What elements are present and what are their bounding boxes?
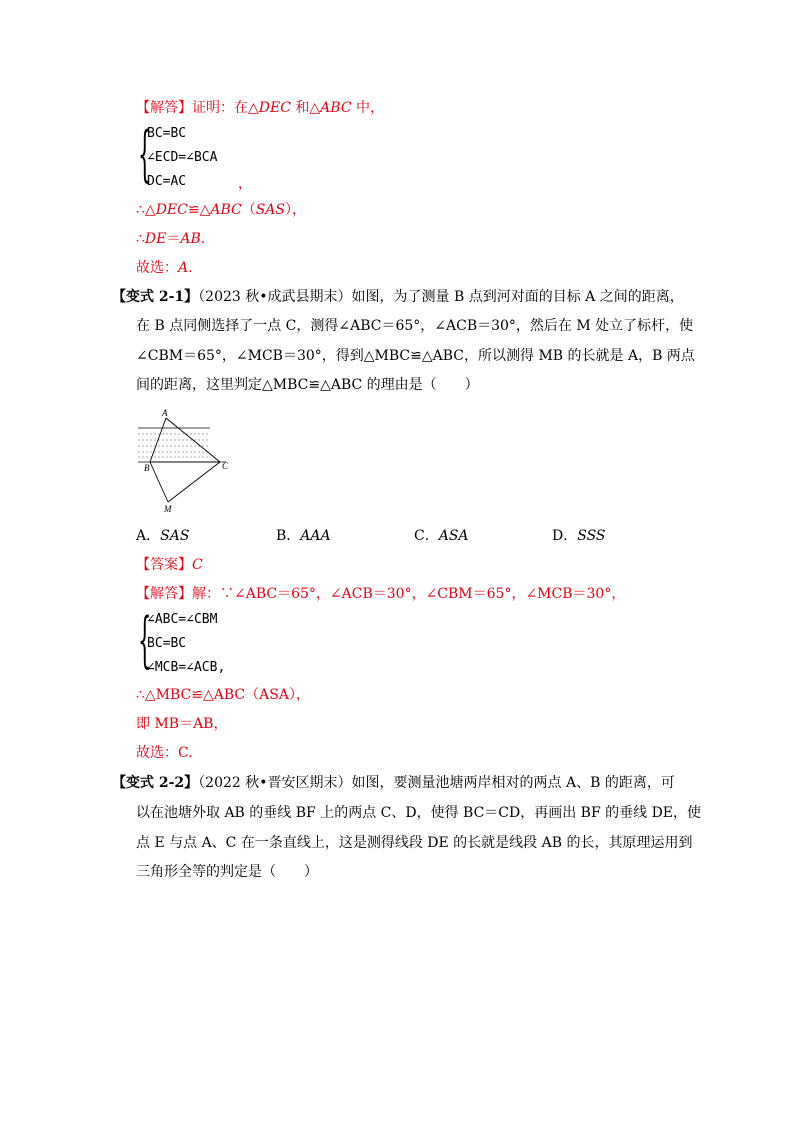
triangle-name: ABC (320, 100, 352, 116)
solution-2-1-choice: 故选：C. (136, 745, 193, 761)
option-value: AAA (300, 528, 331, 544)
problem-tag: 【变式 2-2】 (112, 775, 199, 791)
point-m-label: M (164, 504, 172, 514)
solution-2-1-conclusion: ∴△MBC≌△ABC（ASA）， (136, 687, 310, 703)
option-d (552, 526, 606, 546)
solution-tag: 【解答】 (136, 586, 192, 602)
problem-2-1-line-4: 间的距离，这里判定△MBC≌△ABC 的理由是（ ） (136, 377, 479, 393)
problem-2-1-line-3: ∠CBM＝65°，∠MCB＝30°，得到△MBC≌△ABC，所以测得 MB 的长就是 A，B 两点 (136, 348, 695, 364)
text-part: . (200, 231, 206, 247)
solution-tag: 【解答】 (136, 100, 192, 116)
text-part: . (188, 260, 193, 276)
conclusion-equal (136, 229, 205, 249)
option-value: ASA (438, 528, 469, 544)
solution-2-1-equal: 即 MB＝AB， (136, 716, 228, 732)
equation-2: ∠ECD=∠BCA (147, 150, 218, 165)
text-part: A (178, 260, 189, 276)
system-comma: ， (238, 176, 252, 192)
option-b (276, 526, 331, 546)
point-b-label: B (144, 463, 150, 473)
problem-text: 如图，为了测量 B 点到河对面的目标 A 之间的距离， (351, 289, 684, 305)
left-brace: { (138, 119, 152, 189)
solution-2-1-heading (136, 584, 625, 604)
choice-line (136, 258, 193, 278)
text-part: AB (180, 231, 201, 247)
answer-line (136, 555, 203, 575)
option-a (136, 526, 189, 546)
answer-value: C (192, 557, 203, 573)
segment-bm (150, 462, 168, 502)
equation-1: ∠ABC=∠CBM (147, 612, 218, 627)
equation-3: DC=AC (147, 174, 187, 189)
left-brace: { (138, 605, 152, 675)
point-c-label: C (222, 461, 229, 471)
text-part: ∴△ (136, 202, 156, 218)
option-c (414, 526, 469, 546)
answer-tag: 【答案】 (136, 557, 192, 573)
text-part: 故选： (136, 260, 178, 276)
solution-intro: 中， (351, 100, 384, 116)
option-key: B． (276, 528, 301, 544)
option-value: SAS (160, 528, 190, 544)
option-key: D． (552, 528, 578, 544)
point-a-label: A (162, 408, 168, 418)
solution-text: 解：∵∠ABC＝65°，∠ACB＝30°，∠CBM＝65°，∠MCB＝30°， (192, 586, 626, 602)
text-part: DEC (155, 202, 188, 218)
problem-2-2-line-4: 三角形全等的判定是（ ） (136, 864, 318, 880)
equation-3: ∠MCB=∠ACB, (147, 660, 226, 675)
text-part: ≌△ (187, 202, 211, 218)
text-part: SAS (255, 202, 286, 218)
text-part: ＝ (166, 231, 181, 247)
problem-2-1-line-1 (112, 287, 684, 307)
solution-intro: 证明：在△ (192, 100, 259, 116)
problem-text: 如图，要测量池塘两岸相对的两点 A、B 的距离，可 (351, 775, 675, 791)
problem-2-2-line-3: 点 E 与点 A、C 在一条直线上，这是测得线段 DE 的长就是线段 AB 的长，其原理运用到 (136, 835, 693, 851)
problem-2-2-line-1 (112, 773, 675, 793)
equation-1: BC=BC (147, 126, 187, 141)
conclusion-congruent (136, 200, 306, 220)
problem-2-2-line-2: 以在池塘外取 AB 的垂线 BF 上的两点 C、D，使得 BC＝CD，再画出 BF 的垂线 DE，使 (136, 805, 702, 821)
triangle-name: DEC (258, 100, 291, 116)
problem-2-1-line-2: 在 B 点同侧选择了一点 C，测得∠ABC＝65°，∠ACB＝30°，然后在 M 处立了标杆，使 (136, 318, 694, 334)
solution-heading (136, 98, 384, 118)
option-key: C． (414, 528, 439, 544)
text-part: （ (241, 202, 256, 218)
solution-intro: 和△ (290, 100, 321, 116)
river-figure (136, 406, 232, 516)
problem-source: （2022 秋•晋安区期末） (198, 775, 352, 791)
option-value: SSS (577, 528, 606, 544)
problem-tag: 【变式 2-1】 (112, 289, 199, 305)
text-part: DE (144, 231, 167, 247)
text-part: ）， (285, 202, 307, 218)
segment-cm (168, 462, 220, 502)
equation-2: BC=BC (147, 636, 187, 651)
problem-source: （2023 秋•成武县期末） (198, 289, 352, 305)
option-key: A． (136, 528, 161, 544)
text-part: ∴ (136, 231, 145, 247)
text-part: ABC (210, 202, 242, 218)
